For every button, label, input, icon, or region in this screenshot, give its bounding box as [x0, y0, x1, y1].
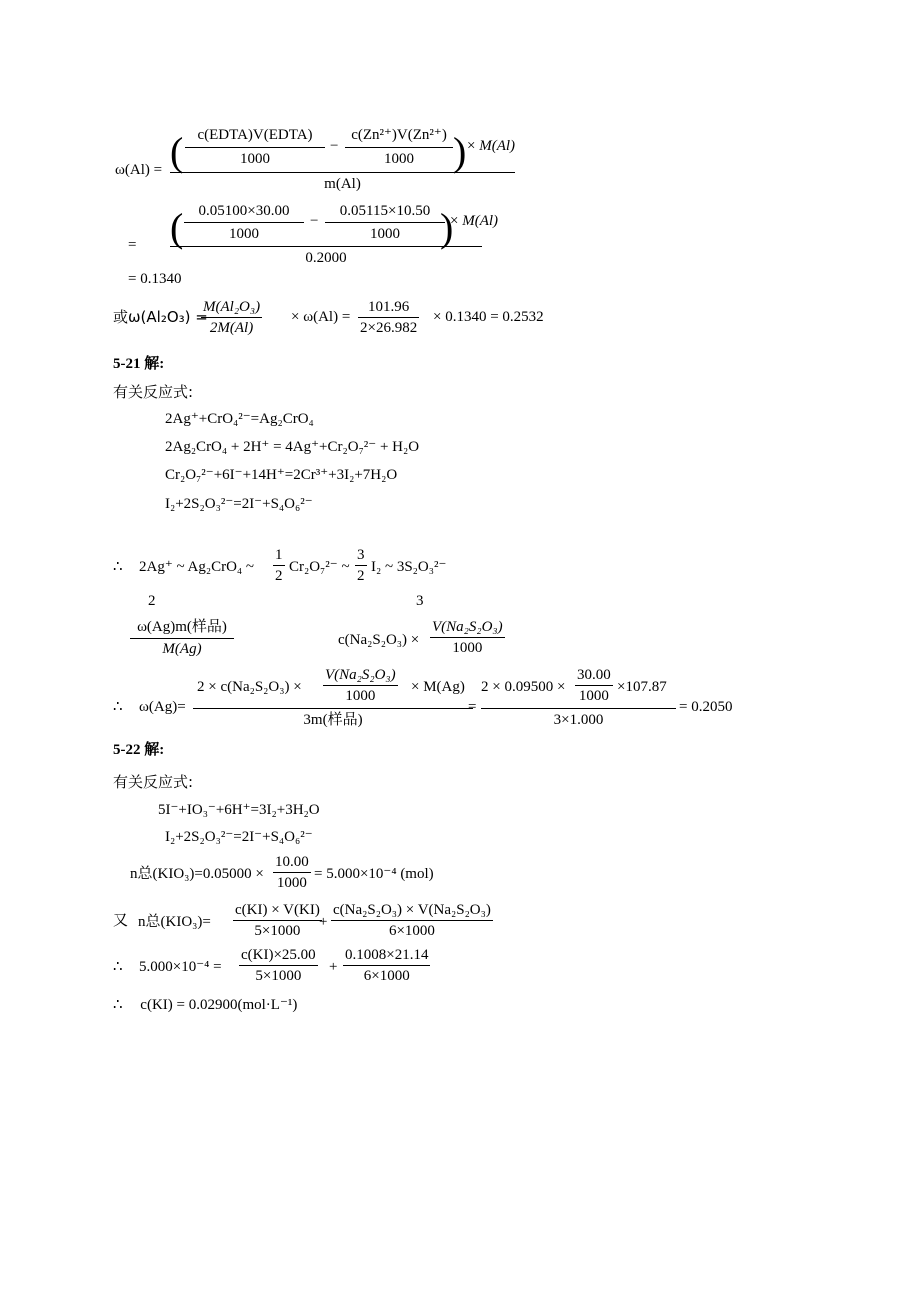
cna-v: c(Na₂S₂O₃) × V(Na₂S₂O₃) — [333, 902, 491, 918]
three-half-den: 2 — [355, 565, 367, 584]
den-3m: 3m(样品) — [303, 712, 363, 728]
ckv: c(KI) × V(KI) — [235, 902, 320, 918]
omega-al-label: ω(Al) = — [115, 162, 163, 178]
omega-ag-num: ω(Ag)m(样品) — [137, 619, 227, 635]
omega-ag-den: M(Ag) — [130, 638, 234, 657]
half-num: 1 — [275, 547, 283, 563]
reaction-521-4: I₂+2S₂O₃²⁻=2I⁻+S₄O₆²⁻ — [165, 496, 313, 512]
num-val: 2 × 0.09500 × — [481, 679, 566, 695]
therefore-3: ∴ — [113, 959, 123, 975]
eq-sign-1: = — [128, 237, 137, 253]
ck25-den: 5×1000 — [239, 965, 318, 984]
eq-sign-2: = — [468, 699, 477, 715]
coef-3: 3 — [416, 593, 424, 609]
num-v-den: 1000 — [323, 685, 398, 704]
half-fraction — [273, 548, 285, 584]
c-na: c(Na₂S₂O₃) × — [338, 632, 420, 648]
therefore-1: ∴ — [113, 559, 123, 575]
m-al-term-2: M(Al) — [462, 213, 499, 229]
three-num: 3 — [357, 547, 365, 563]
den-26: 2×26.982 — [358, 317, 419, 336]
omega-ag-eq: ω(Ag)= — [139, 699, 186, 715]
coef-2: 2 — [148, 593, 156, 609]
al2o3-ratio — [201, 300, 262, 336]
omega-ag-ratio — [130, 620, 234, 657]
num-101: 101.96 — [367, 299, 410, 315]
final-ag: = 0.2050 — [679, 699, 733, 715]
ck25: c(KI)×25.00 — [241, 947, 316, 963]
v-na-den: 1000 — [430, 637, 505, 656]
val-b-den: 1000 — [370, 226, 400, 242]
you-prefix: 又 — [113, 911, 129, 929]
al2o3-prefix: 或ω(Al₂O₃) = — [113, 308, 208, 326]
half-den: 2 — [273, 565, 285, 584]
ten-den: 1000 — [273, 872, 311, 891]
molar-ratio — [358, 300, 419, 336]
num-30-frac — [575, 668, 613, 704]
therefore-2: ∴ — [113, 699, 123, 715]
num-v-frac — [323, 668, 398, 704]
lhs: 5.000×10⁻⁴ = — [139, 959, 222, 975]
num-2c: 2 × c(Na₂S₂O₃) × — [197, 679, 302, 695]
m-al-term: M(Al) — [479, 138, 516, 154]
mass-den: 0.2000 — [305, 250, 347, 266]
rel-right: I₂ ~ 3S₂O₃²⁻ — [371, 559, 447, 575]
three-half-fraction — [355, 548, 367, 584]
n-total2: n总(KIO₃)= — [138, 914, 211, 930]
reaction-522-2: I₂+2S₂O₃²⁻=2I⁻+S₄O₆²⁻ — [165, 829, 313, 845]
cna-frac — [331, 903, 493, 939]
reactions-label-522: 有关反应式: — [113, 773, 194, 791]
omega-ag-main-frac — [193, 668, 473, 728]
val-b: 0.05115×10.50 — [339, 203, 431, 219]
ckv-frac — [233, 903, 322, 939]
rel-mid: Cr₂O₇²⁻ ~ — [289, 559, 350, 575]
omega-ag-frac — [130, 620, 234, 657]
reaction-522-1: 5I⁻+IO₃⁻+6H⁺=3I₂+3H₂O — [158, 802, 320, 818]
six1000: 6×1000 — [331, 920, 493, 939]
v-na: V(Na₂S₂O₃) — [432, 619, 503, 635]
val-a: 0.05100×30.00 — [198, 203, 290, 219]
val-frac — [343, 948, 430, 984]
zn-den: 1000 — [384, 151, 414, 167]
val-a-den: 1000 — [229, 226, 259, 242]
heading-5-22: 5-22 解: — [113, 742, 165, 758]
num-107: ×107.87 — [617, 679, 667, 695]
m-al2o3: M(Al₂O₃) — [203, 299, 261, 315]
result-0134: = 0.1340 — [128, 271, 182, 287]
num-30-den: 1000 — [575, 685, 613, 704]
c-edta-term: c(EDTA)V(EDTA) — [197, 127, 313, 143]
times-omega: × ω(Al) = — [291, 309, 351, 325]
n-total: n总(KIO₃)=0.05000 × — [130, 866, 264, 882]
al2o3-result: × 0.1340 = 0.2532 — [433, 309, 544, 325]
den-val: 3×1.000 — [553, 712, 604, 728]
two-m-al: 2M(Al) — [201, 317, 262, 336]
val-num: 0.1008×21.14 — [345, 947, 429, 963]
num-mag: × M(Ag) — [411, 679, 465, 695]
c-zn-term: c(Zn²⁺)V(Zn²⁺) — [351, 127, 447, 143]
rel-left: 2Ag⁺ ~ Ag₂CrO₄ ~ — [139, 559, 255, 575]
numeric-ag-frac — [481, 668, 681, 728]
edta-den: 1000 — [240, 151, 270, 167]
den-mal: m(Al) — [324, 176, 361, 192]
final-ki-line — [113, 998, 297, 1013]
final-ki: c(KI) = 0.02900(mol·L⁻¹) — [140, 997, 298, 1013]
ck25-frac — [239, 948, 318, 984]
plus-1: + — [319, 914, 328, 930]
ten-num: 10.00 — [275, 854, 309, 870]
reaction-521-1: 2Ag⁺+CrO₄²⁻=Ag₂CrO₄ — [165, 411, 314, 427]
num-30: 30.00 — [577, 667, 611, 683]
n-result: = 5.000×10⁻⁴ (mol) — [314, 866, 434, 882]
therefore-4: ∴ — [113, 997, 123, 1013]
ten-frac — [273, 855, 311, 891]
reaction-521-3: Cr₂O₇²⁻+6I⁻+14H⁺=2Cr³⁺+3I₂+7H₂O — [165, 467, 398, 483]
reactions-label-521: 有关反应式: — [113, 383, 194, 401]
val-den: 6×1000 — [343, 965, 430, 984]
num-v-na: V(Na₂S₂O₃) — [325, 667, 396, 683]
v-na-frac — [430, 620, 505, 656]
heading-5-21: 5-21 解: — [113, 356, 165, 372]
five1000: 5×1000 — [233, 920, 322, 939]
reaction-521-2: 2Ag₂CrO₄ + 2H⁺ = 4Ag⁺+Cr₂O₇²⁻ + H₂O — [165, 439, 420, 455]
plus-2: + — [329, 959, 338, 975]
